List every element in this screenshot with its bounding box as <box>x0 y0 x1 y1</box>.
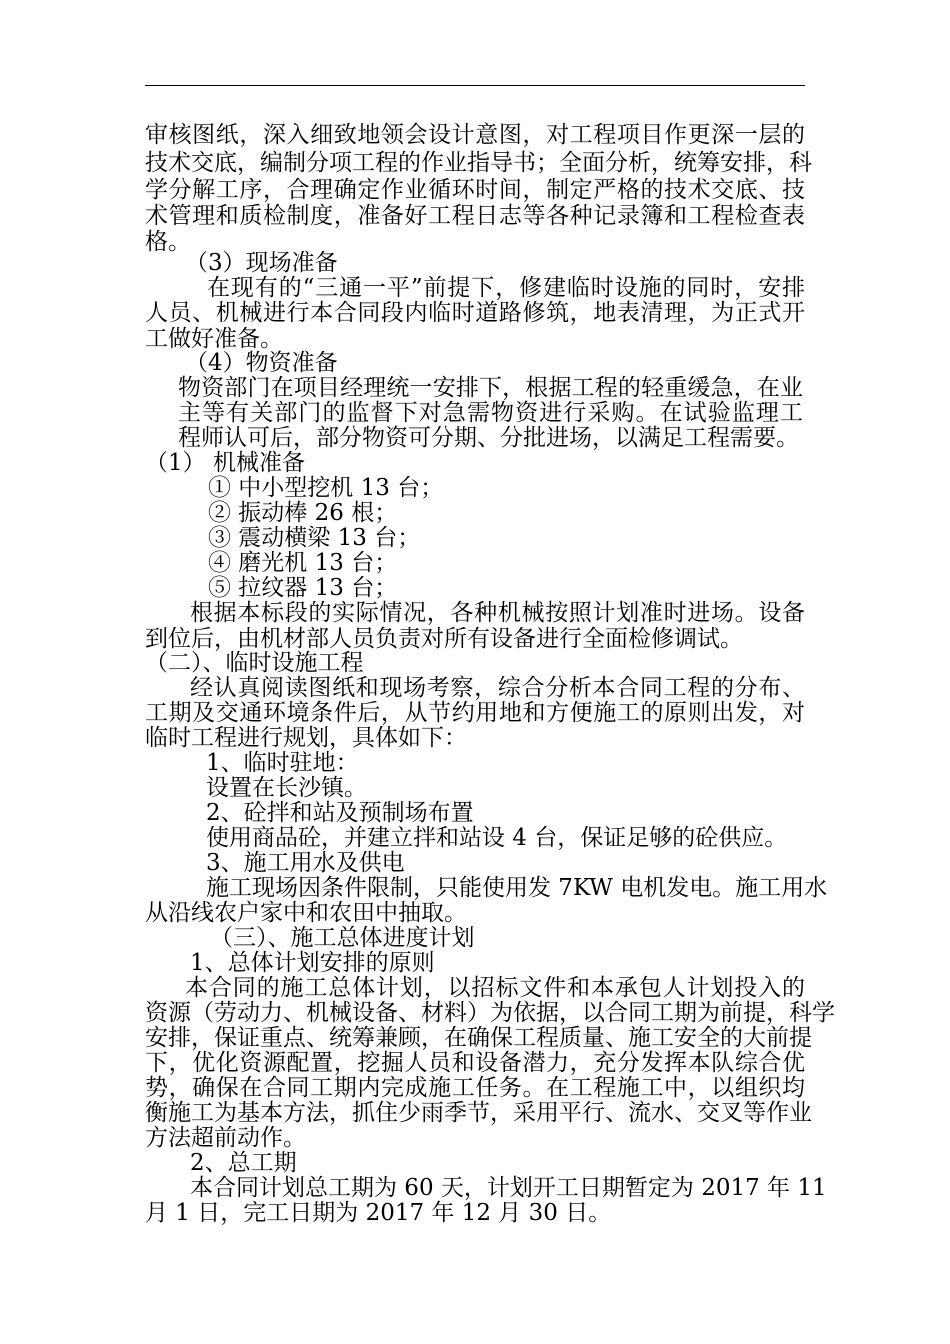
list-item: ⑤ 拉纹器 13 台； <box>208 575 398 601</box>
paragraph-line: 人员、机械进行本合同段内临时道路修筑，地表清理，为正式开 <box>145 300 805 326</box>
paragraph-line: 主等有关部门的监督下对急需物资进行采购。在试验监理工 <box>178 400 803 426</box>
paragraph-line: 下，优化资源配置，挖掘人员和设备潜力，充分发挥本队综合优 <box>145 1050 805 1076</box>
section-heading: （二）、临时设施工程 <box>145 650 364 676</box>
list-item: ④ 磨光机 13 台； <box>208 550 398 576</box>
paragraph-line: 势，确保在合同工期内完成施工任务。在工程施工中，以组织均 <box>145 1075 805 1101</box>
paragraph-line: 工期及交通环境条件后，从节约用地和方便施工的原则出发，对 <box>145 700 805 726</box>
section-heading: （三）、施工总体进度计划 <box>210 925 475 951</box>
section-heading: 2、总工期 <box>190 1150 297 1176</box>
section-heading: 2、砼拌和站及预制场布置 <box>206 800 474 826</box>
section-heading: 1、临时驻地： <box>206 750 359 776</box>
paragraph-line: 本合同计划总工期为 60 天，计划开工日期暂定为 2017 年 11 <box>190 1175 827 1201</box>
paragraph-line: 衡施工为基本方法，抓住少雨季节，采用平行、流水、交叉等作业 <box>145 1100 812 1126</box>
paragraph-line: 安排，保证重点、统筹兼顾，在确保工程质量、施工安全的大前提 <box>145 1025 812 1051</box>
paragraph-line: 施工现场因条件限制，只能使用发 7KW 电机发电。施工用水 <box>206 875 828 901</box>
section-heading: （3）现场准备 <box>185 250 338 276</box>
paragraph-line: 使用商品砼，并建立拌和站设 4 台，保证足够的砼供应。 <box>206 825 788 851</box>
paragraph-line: 经认真阅读图纸和现场考察，综合分析本合同工程的分布、 <box>190 675 805 701</box>
header-rule <box>145 85 805 86</box>
list-item: ② 振动棒 26 根； <box>208 500 398 526</box>
paragraph-line: 程师认可后，部分物资可分期、分批进场，以满足工程需要。 <box>178 425 799 451</box>
paragraph-line: 格。 <box>145 229 191 255</box>
paragraph-line: 方法超前动作。 <box>145 1125 306 1151</box>
section-heading: 1、总体计划安排的原则 <box>190 950 435 976</box>
paragraph-line: 资源（劳动力、机械设备、材料）为依据，以合同工期为前提，科学 <box>145 1000 835 1026</box>
paragraph-line: 本合同的施工总体计划，以招标文件和本承包人计划投入的 <box>185 975 805 1001</box>
section-heading: （1） 机械准备 <box>145 450 305 476</box>
paragraph-line: 审核图纸，深入细致地领会设计意图，对工程项目作更深一层的 <box>145 122 805 148</box>
list-item: ③ 震动横梁 13 台； <box>208 525 421 551</box>
paragraph-line: 根据本标段的实际情况，各种机械按照计划准时进场。设备 <box>190 600 805 626</box>
paragraph-line: 设置在长沙镇。 <box>206 775 367 801</box>
paragraph-line: 术管理和质检制度，准备好工程日志等各种记录簿和工程检查表 <box>145 203 805 229</box>
paragraph-line: 物资部门在项目经理统一安排下，根据工程的轻重缓急，在业 <box>178 375 803 401</box>
paragraph-line: 技术交底，编制分项工程的作业指导书；全面分析，统筹安排，科 <box>145 150 812 176</box>
paragraph-line: 从沿线农户家中和农田中抽取。 <box>145 900 467 926</box>
paragraph-line: 临时工程进行规划，具体如下： <box>145 725 467 751</box>
section-heading: （4）物资准备 <box>185 350 338 376</box>
paragraph-line: 月 1 日，完工日期为 2017 年 12 月 30 日。 <box>145 1200 612 1226</box>
list-item: ① 中小型挖机 13 台； <box>208 475 444 501</box>
paragraph-line: 在现有的“三通一平”前提下，修建临时设施的同时，安排 <box>207 275 805 301</box>
paragraph-line: 学分解工序，合理确定作业循环时间，制定严格的技术交底、技 <box>145 177 805 203</box>
section-heading: 3、施工用水及供电 <box>206 850 405 876</box>
paragraph-line: 工做好准备。 <box>145 326 283 352</box>
paragraph-line: 到位后，由机材部人员负责对所有设备进行全面检修调试。 <box>145 626 743 652</box>
